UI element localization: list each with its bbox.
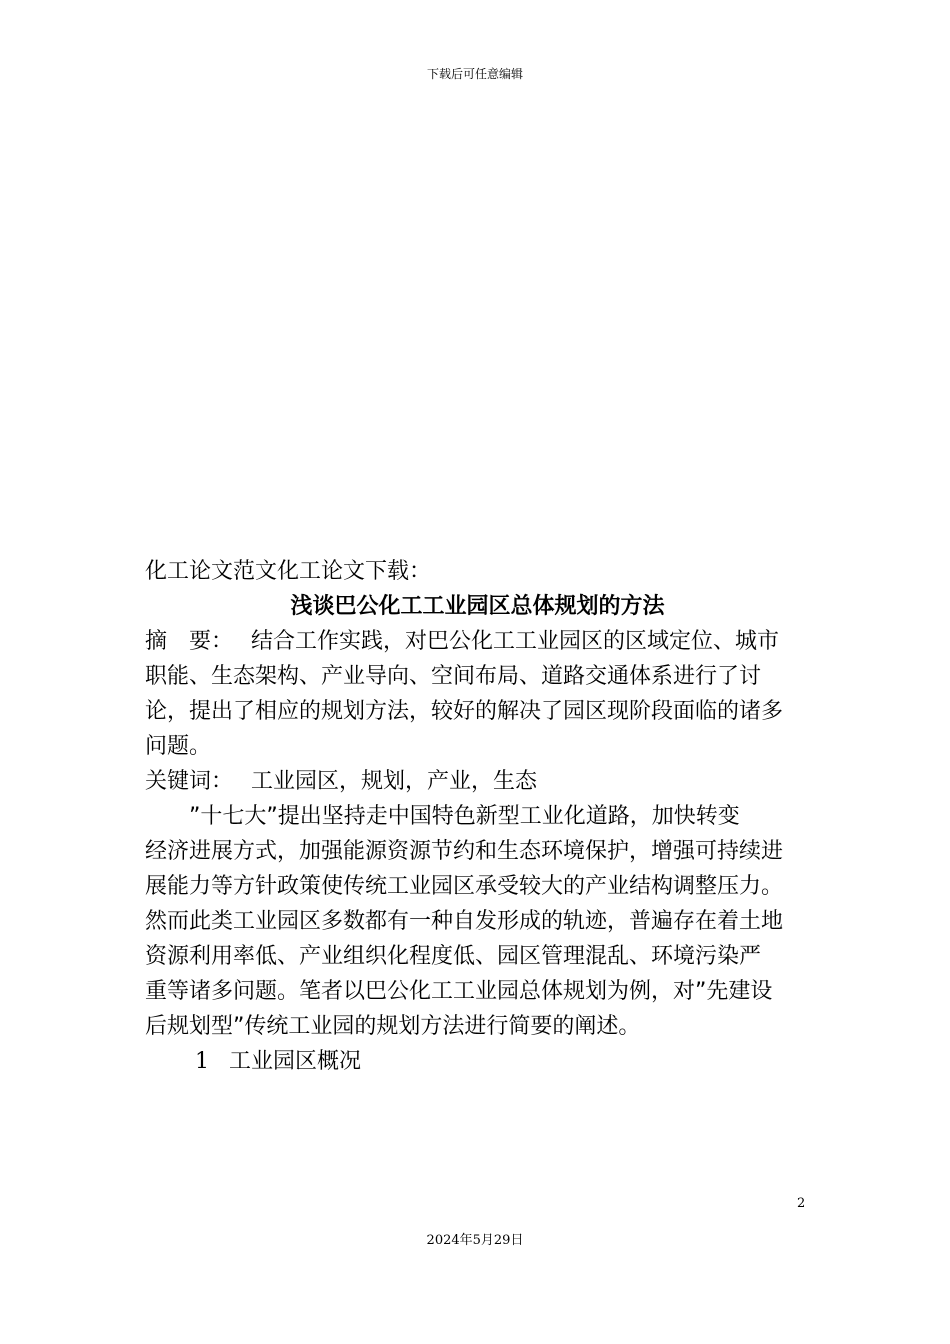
body-line-3: 展能力等方针政策使传统工业园区承受较大的产业结构调整压力。: [145, 874, 784, 899]
keywords-label: 关键词：: [145, 769, 234, 794]
abstract-line-4: 问题。: [145, 734, 212, 759]
footer-date: 2024年5月29日: [426, 1233, 524, 1248]
keywords-line: [145, 764, 810, 799]
abstract-line-1: [145, 624, 810, 659]
section-title: 工业园区概况: [229, 1049, 362, 1074]
abstract-label: 摘 要：: [145, 629, 234, 654]
intro-line: 化工论文范文化工论文下载：: [145, 559, 432, 584]
article-title: 浅谈巴公化工工业园区总体规划的方法: [290, 594, 665, 619]
body-line-1: ”十七大”提出坚持走中国特色新型工业化道路，加快转变: [189, 804, 740, 829]
page-number: 2: [797, 1196, 806, 1211]
document-body: [145, 554, 810, 1079]
section-number: 1: [195, 1049, 209, 1074]
section-heading: [145, 1044, 810, 1079]
body-line-6: 重等诸多问题。笔者以巴公化工工业园总体规划为例，对”先建设: [145, 979, 773, 1004]
abstract-text-1: 结合工作实践，对巴公化工工业园区的区域定位、城市: [251, 629, 780, 654]
body-line-7: 后规划型”传统工业园的规划方法进行简要的阐述。: [145, 1014, 641, 1039]
abstract-line-3: 论，提出了相应的规划方法，较好的解决了园区现阶段面临的诸多: [145, 699, 784, 724]
abstract-line-2: 职能、生态架构、产业导向、空间布局、道路交通体系进行了讨: [145, 664, 762, 689]
body-line-5: 资源利用率低、产业组织化程度低、园区管理混乱、环境污染严: [145, 944, 762, 969]
body-line-2: 经济进展方式，加强能源资源节约和生态环境保护，增强可持续进: [145, 839, 784, 864]
keywords-text: 工业园区，规划，产业，生态: [251, 769, 538, 794]
header-note: 下载后可任意编辑: [426, 67, 523, 81]
body-line-4: 然而此类工业园区多数都有一种自发形成的轨迹，普遍存在着土地: [145, 909, 784, 934]
